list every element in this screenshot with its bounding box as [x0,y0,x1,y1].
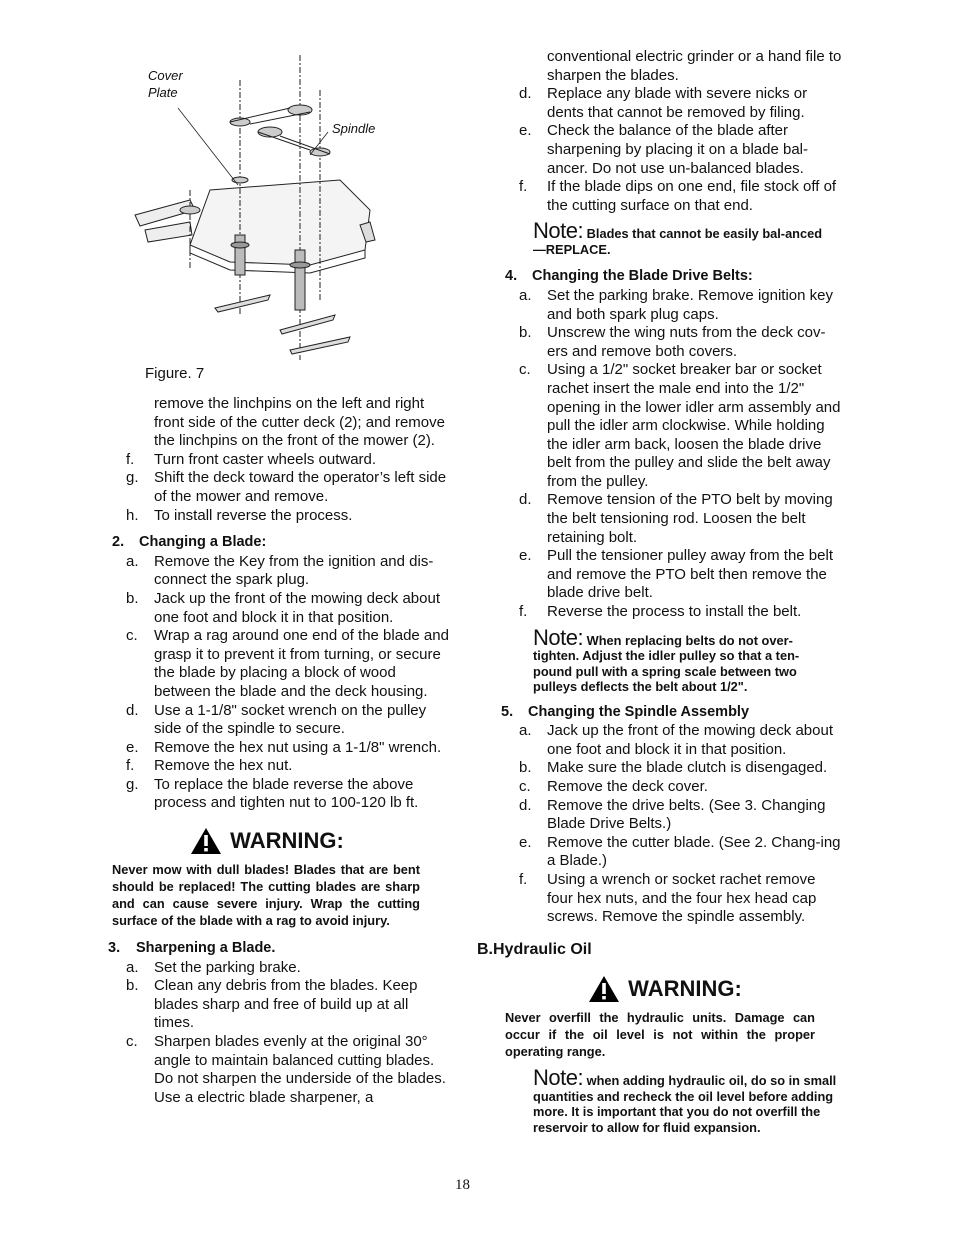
list-item: g. To replace the blade reverse the above process and tighten nut to 100-120 lb ft. [126,775,419,812]
warning-heading-hydraulic [505,975,825,1003]
list-4 [505,287,845,622]
list-item: f. Using a wrench or socket rachet remove four hex nuts, and the four hex head cap screws. Remove the spindle assembly. [519,870,817,926]
list-item: f. Reverse the process to install the belt. [519,603,802,621]
list-item: b. Clean any debris from the blades. Keep blades sharp and free of build up at all times. [126,977,418,1032]
warning-triangle-icon [588,975,620,1003]
page-number: 18 [455,1177,470,1193]
note-label: Note: [533,624,584,650]
note-text: When replacing belts do not over-tighten. Adjust the idler pulley so that a ten-pound pull with a spring scale between two pulleys deflects the belt about 1/2". [533,632,800,695]
note-belts [505,624,825,695]
list-item: b. Unscrew the wing nuts from the deck cov-ers and remove both covers. [519,324,826,360]
list-item: c. Using a 1/2" socket breaker bar or socket rachet insert the male end into the 1/2" opening in the lower idler arm assembly and pull the idler arm clockwise. While holding the idler arm back, loosen the blade drive belt from the pulley and slide the belt away from the pulley. [519,361,841,490]
warning-text-hydraulic: Never overfill the hydraulic units. Damage can occur if the oil level is not within the proper operating range. [505,1010,815,1060]
list-3 [112,959,452,1108]
intro-text: remove the linchpins on the left and right front side of the cutter deck (2); and remove the linchpins on the front of the mower (2). [154,395,445,450]
section-heading-3: 3. Sharpening a Blade. [108,940,276,957]
right-column [477,48,845,1135]
list-item: f. Turn front caster wheels outward. [126,450,377,468]
warning-heading [112,827,422,855]
list-item: f. If the blade dips on one end, file stock off of the cutting surface on that end. [519,178,837,214]
list-item: c. Sharpen blades evenly at the original 30° angle to maintain balanced cutting blades. Do not sharpen the underside of the blades. Use a electric blade sharpener, a [126,1033,446,1106]
list-1 [112,451,452,525]
list-item: d. Replace any blade with severe nicks or dents that cannot be removed by filing. [519,85,808,121]
note-text: when adding hydraulic oil, do so in small quantities and recheck the oil level before adding more. It is important that you do not overfill the reservoir to allow for fluid expansion. [533,1073,837,1135]
list-item: b. Jack up the front of the mowing deck about one foot and block it in that position. [126,589,441,626]
list-item: d. Remove the drive belts. (See 3. Changing Blade Drive Belts.) [519,796,826,833]
label-plate: Plate [148,85,178,100]
left-column [108,395,452,1107]
list-3b [505,85,845,215]
label-cover: Cover [148,68,183,83]
warning-triangle-icon [190,827,222,855]
section-heading-4: 4. Changing the Blade Drive Belts: [505,268,753,285]
list-item: b. Make sure the blade clutch is disengaged. [519,759,828,777]
warning-text: Never mow with dull blades! Blades that are bent should be replaced! The cutting blades are sharp and can cause severe injury. Wrap the cutting surface of the blade with a rag to avoid injury. [112,862,420,929]
list-item: a. Set the parking brake. [126,958,301,976]
note-hydraulic [505,1065,843,1135]
list-item: e. Remove the hex nut using a 1-1/8" wrench. [126,738,442,756]
note-text: Blades that cannot be easily bal-anced—REPLACE. [533,226,823,257]
section-heading-5: 5. Changing the Spindle Assembly [501,703,750,720]
label-spindle: Spindle [332,121,376,136]
section-heading-2: 2. Changing a Blade: [112,534,267,551]
list-item: c. Wrap a rag around one end of the blade and grasp it to prevent it from turning, or secure the blade by placing a block of wood between the blade and the deck housing. [126,627,449,700]
note-blades [505,218,823,257]
figure-7 [130,50,400,360]
list-item: a. Remove the Key from the ignition and dis-connect the spark plug. [126,552,434,589]
list-item: e. Remove the cutter blade. (See 2. Chang-ing a Blade.) [519,833,841,870]
figure-caption: Figure. 7 [145,365,205,382]
continued-text: conventional electric grinder or a hand file to sharpen the blades. [547,48,842,84]
list-item: f. Remove the hex nut. [126,757,293,775]
list-item: a. Jack up the front of the mowing deck about one foot and block it in that position. [519,722,834,758]
note-label: Note: [533,1065,584,1091]
list-item: g. Shift the deck toward the operator’s left side of the mower and remove. [126,469,447,505]
list-item: d. Remove tension of the PTO belt by moving the belt tensioning rod. Loosen the belt retaining bolt. [519,491,833,546]
warning-title: WARNING: [628,976,742,1002]
note-label: Note: [533,218,584,244]
list-item: d. Use a 1-1/8" socket wrench on the pulley side of the spindle to secure. [126,701,427,738]
list-item: a. Set the parking brake. Remove ignition key and both spark plug caps. [519,286,833,323]
list-2 [112,553,452,813]
list-5 [505,722,845,927]
section-heading-b: B.Hydraulic Oil [477,940,592,958]
list-item: e. Pull the tensioner pulley away from the belt and remove the PTO belt then remove the blade drive belt. [519,547,833,602]
list-item: e. Check the balance of the blade after sharpening by placing it on a blade bal-ancer. Do not use un-balanced blades. [519,122,809,177]
list-item: h. To install reverse the process. [126,506,353,524]
warning-title: WARNING: [230,827,344,853]
list-item: c. Remove the deck cover. [519,778,708,795]
